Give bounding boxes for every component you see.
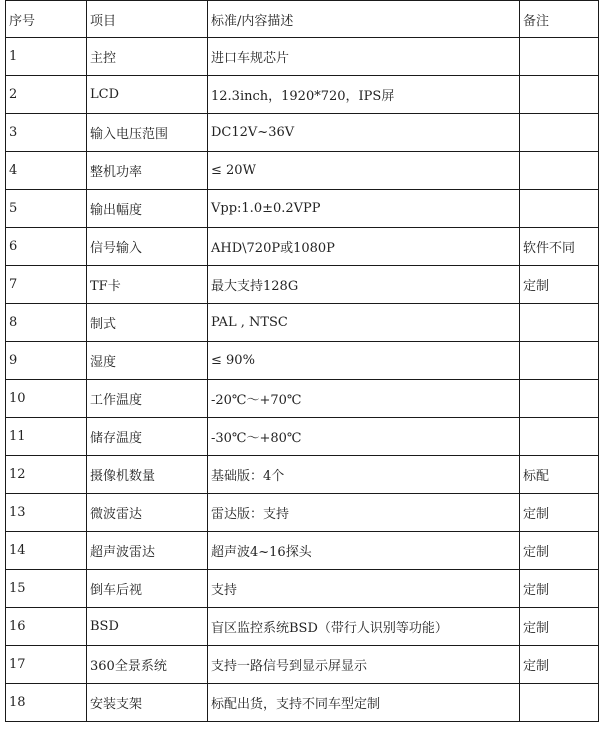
cell-no: 10 <box>6 380 87 418</box>
cell-description: 基础版：4个 <box>208 456 520 494</box>
cell-description: -20℃～+70℃ <box>208 380 520 418</box>
cell-item: 摄像机数量 <box>87 456 208 494</box>
spec-table <box>5 0 599 722</box>
cell-item: 制式 <box>87 304 208 342</box>
cell-item: 安装支架 <box>87 684 208 722</box>
cell-description: 支持一路信号到显示屏显示 <box>208 646 520 684</box>
cell-item: 信号输入 <box>87 228 208 266</box>
table-row <box>6 570 599 608</box>
cell-remark: 定制 <box>520 532 599 570</box>
table-row <box>6 38 599 76</box>
cell-item: 储存温度 <box>87 418 208 456</box>
cell-no: 11 <box>6 418 87 456</box>
cell-item: LCD <box>87 76 208 114</box>
cell-description: 支持 <box>208 570 520 608</box>
cell-description: 进口车规芯片 <box>208 38 520 76</box>
header-remark: 备注 <box>520 1 599 38</box>
table-row <box>6 494 599 532</box>
cell-remark <box>520 380 599 418</box>
header-item: 项目 <box>87 1 208 38</box>
cell-no: 8 <box>6 304 87 342</box>
table-row <box>6 532 599 570</box>
cell-no: 16 <box>6 608 87 646</box>
cell-no: 3 <box>6 114 87 152</box>
header-description: 标准/内容描述 <box>208 1 520 38</box>
table-header-row <box>6 1 599 38</box>
cell-remark <box>520 684 599 722</box>
cell-remark <box>520 38 599 76</box>
cell-no: 1 <box>6 38 87 76</box>
table-row <box>6 266 599 304</box>
cell-description: ≤ 90% <box>208 342 520 380</box>
cell-item: 湿度 <box>87 342 208 380</box>
cell-item: 工作温度 <box>87 380 208 418</box>
cell-no: 13 <box>6 494 87 532</box>
table-row <box>6 152 599 190</box>
cell-remark: 定制 <box>520 266 599 304</box>
cell-no: 5 <box>6 190 87 228</box>
cell-description: 超声波4~16探头 <box>208 532 520 570</box>
table-row <box>6 342 599 380</box>
table-row <box>6 114 599 152</box>
cell-no: 17 <box>6 646 87 684</box>
cell-no: 15 <box>6 570 87 608</box>
table-row <box>6 76 599 114</box>
cell-description: 最大支持128G <box>208 266 520 304</box>
header-no: 序号 <box>6 1 87 38</box>
cell-item: 整机功率 <box>87 152 208 190</box>
cell-remark: 定制 <box>520 570 599 608</box>
table-row <box>6 418 599 456</box>
cell-item: BSD <box>87 608 208 646</box>
cell-no: 12 <box>6 456 87 494</box>
cell-no: 9 <box>6 342 87 380</box>
cell-no: 4 <box>6 152 87 190</box>
cell-remark <box>520 152 599 190</box>
table-row <box>6 380 599 418</box>
cell-remark <box>520 114 599 152</box>
cell-remark <box>520 76 599 114</box>
cell-remark <box>520 342 599 380</box>
cell-remark <box>520 418 599 456</box>
cell-remark: 定制 <box>520 646 599 684</box>
cell-remark <box>520 304 599 342</box>
cell-item: 主控 <box>87 38 208 76</box>
cell-description: -30℃～+80℃ <box>208 418 520 456</box>
cell-remark: 软件不同 <box>520 228 599 266</box>
cell-description: ≤ 20W <box>208 152 520 190</box>
cell-description: PAL , NTSC <box>208 304 520 342</box>
table-body <box>6 38 599 722</box>
cell-remark: 定制 <box>520 608 599 646</box>
cell-description: 12.3inch，1920*720，IPS屏 <box>208 76 520 114</box>
cell-remark: 标配 <box>520 456 599 494</box>
cell-item: 倒车后视 <box>87 570 208 608</box>
cell-no: 14 <box>6 532 87 570</box>
cell-no: 2 <box>6 76 87 114</box>
table-row <box>6 304 599 342</box>
cell-item: TF卡 <box>87 266 208 304</box>
cell-item: 360全景系统 <box>87 646 208 684</box>
cell-description: Vpp:1.0±0.2VPP <box>208 190 520 228</box>
table-row <box>6 608 599 646</box>
table-row <box>6 456 599 494</box>
table-row <box>6 190 599 228</box>
cell-description: 雷达版：支持 <box>208 494 520 532</box>
table-row <box>6 228 599 266</box>
cell-remark <box>520 190 599 228</box>
table-row <box>6 646 599 684</box>
cell-no: 6 <box>6 228 87 266</box>
cell-description: 标配出货，支持不同车型定制 <box>208 684 520 722</box>
cell-no: 18 <box>6 684 87 722</box>
cell-description: DC12V~36V <box>208 114 520 152</box>
cell-description: 盲区监控系统BSD（带行人识别等功能） <box>208 608 520 646</box>
cell-remark: 定制 <box>520 494 599 532</box>
cell-no: 7 <box>6 266 87 304</box>
table-row <box>6 684 599 722</box>
cell-description: AHD\720P或1080P <box>208 228 520 266</box>
cell-item: 输入电压范围 <box>87 114 208 152</box>
cell-item: 微波雷达 <box>87 494 208 532</box>
cell-item: 输出幅度 <box>87 190 208 228</box>
cell-item: 超声波雷达 <box>87 532 208 570</box>
